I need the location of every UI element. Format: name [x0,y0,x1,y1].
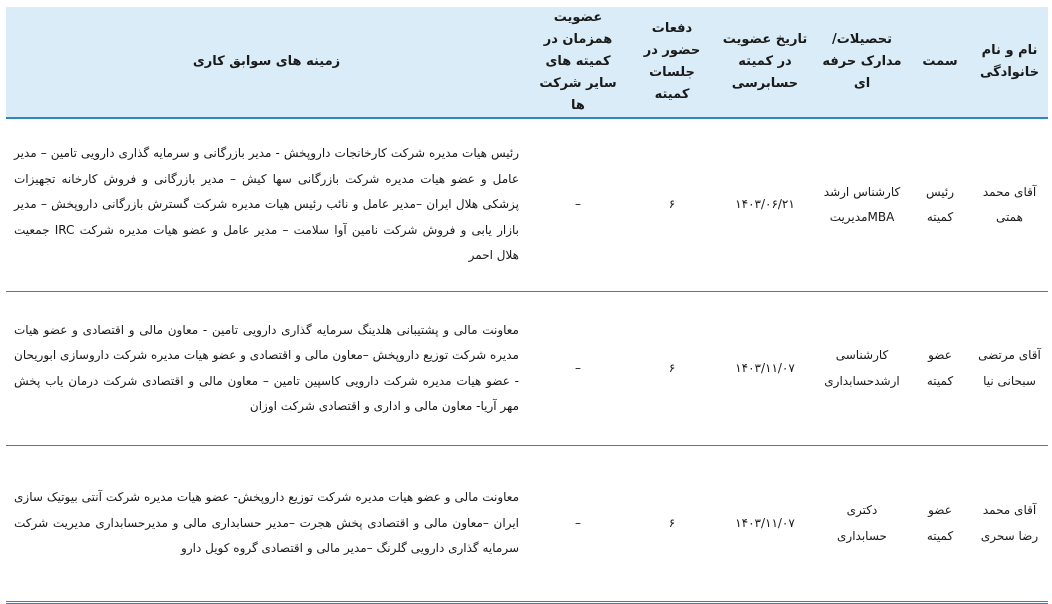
member-position: رئیس کمیته [909,118,971,292]
member-attendance: ۶ [629,118,715,292]
member-other-committees: – [527,446,629,603]
member-name: آقای محمد رضا سحری [971,446,1048,603]
committee-members-table [6,7,1048,604]
table-body [6,118,1048,603]
member-name: آقای محمد همتی [971,118,1048,292]
member-education: کارشناس ارشد MBAمدیریت [815,118,909,292]
header-membership-date: تاریخ عضویت در کمیته حسابرسی [715,7,815,118]
member-other-committees: – [527,292,629,446]
member-membership-date: ۱۴۰۳/۱۱/۰۷ [715,292,815,446]
table-row [6,118,1048,292]
member-attendance: ۶ [629,446,715,603]
member-education: کارشناسی ارشدحسابداری [815,292,909,446]
member-experience: رئیس هیات مدیره شرکت کارخانجات داروپخش - مدیر بازرگانی و سرمایه گذاری دارویی تامین – مدیر عامل و عضو هیات مدیره شرکت بازرگانی سها کیش – مدیر بازرگانی و فروش کارخانه تجهیزات پزشکی هلال ایران –مدیر عامل و نائب رئیس هیات مدیره شرکت گسترش بازرگانی داروپخش – مدیر بازار یابی و فروش شرکت نامین آوا سلامت – مدیر عامل و عضو هیات مدیره شرکت IRC جمعیت هلال احمر [6,118,527,292]
table-row [6,446,1048,603]
header-experience: زمینه های سوابق کاری [6,7,527,118]
member-membership-date: ۱۴۰۳/۰۶/۲۱ [715,118,815,292]
header-other-committees: عضویت همزمان در کمیته های سایر شرکت ها [527,7,629,118]
header-row [6,7,1048,118]
member-experience: معاونت مالی و پشتیبانی هلدینگ سرمایه گذاری دارویی تامین - معاون مالی و اقتصادی و عضو هیات مدیره شرکت توزیع داروپخش –معاون مالی و اقتصادی و عضو هیات مدیره شرکت داروسازی ابوریحان - عضو هیات مدیره شرکت دارویی کاسپین تامین – معاون مالی و اقتصادی شرکت درمان یاب پخش مهر آریا- معاون مالی و اداری و اقتصادی شرکت اوزان [6,292,527,446]
member-other-committees: – [527,118,629,292]
header-education: تحصیلات/ مدارک حرفه ای [815,7,909,118]
member-education: دکتری حسابداری [815,446,909,603]
member-experience: معاونت مالی و عضو هیات مدیره شرکت توزیع داروپخش- عضو هیات مدیره شرکت آنتی بیوتیک سازی ایران –معاون مالی و اقتصادی پخش هجرت –مدیر حسابداری مالی و مدیرحسابداری مدیریت شرکت سرمایه گذاری دارویی گلرنگ –مدیر مالی و اقتصادی گروه کویل دارو [6,446,527,603]
header-attendance: دفعات حضور در جلسات کمیته [629,7,715,118]
header-name: نام و نام خانوادگی [971,7,1048,118]
table-row [6,292,1048,446]
member-position: عضو کمیته [909,292,971,446]
member-attendance: ۶ [629,292,715,446]
member-position: عضو کمیته [909,446,971,603]
member-membership-date: ۱۴۰۳/۱۱/۰۷ [715,446,815,603]
table-header [6,7,1048,118]
header-position: سمت [909,7,971,118]
member-name: آقای مرتضی سبحانی نیا [971,292,1048,446]
